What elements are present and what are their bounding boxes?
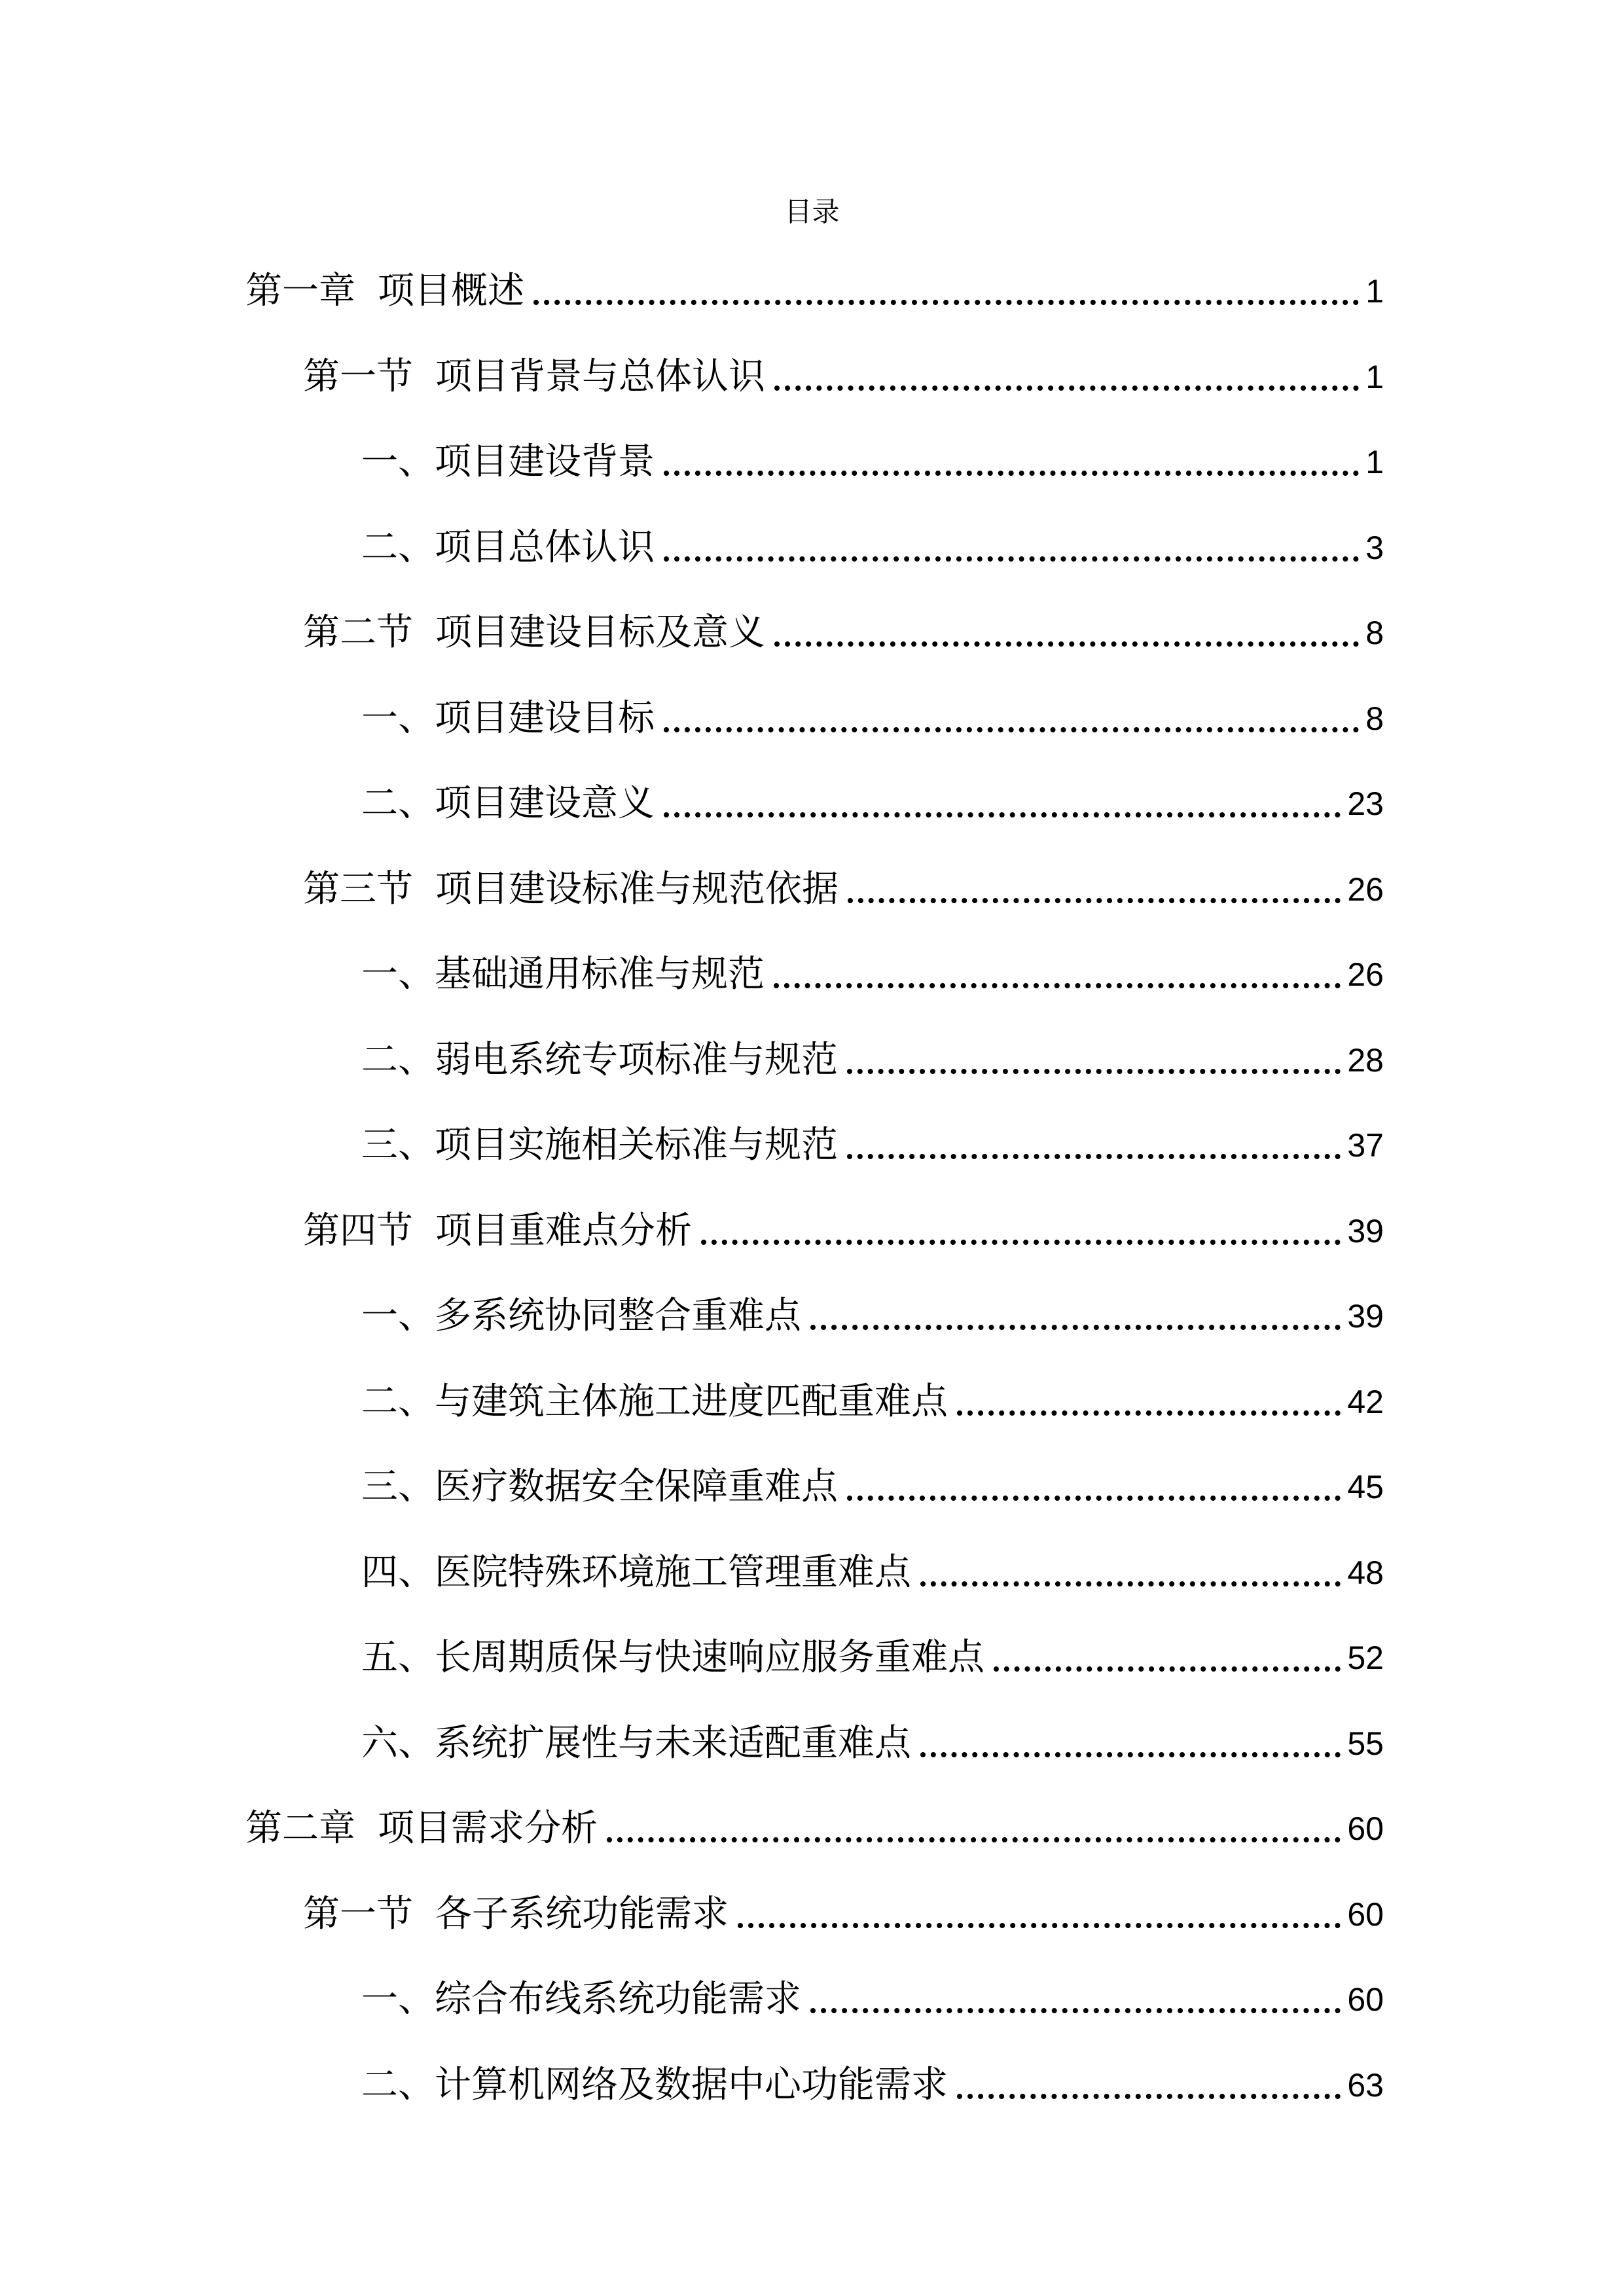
toc-entry-label: 一、 [361,953,435,996]
toc-entry[interactable] [361,768,1384,827]
toc-entry-text: 项目建设意义 [435,782,655,825]
toc-dot-leader [664,556,1359,562]
toc-entry-label: 一、 [361,696,435,740]
toc-page-number: 8 [1365,700,1384,737]
toc-entry[interactable] [245,1793,1384,1852]
toc-dot-leader [847,1154,1341,1159]
toc-entry-label: 三、 [361,1465,435,1508]
toc-page-number: 63 [1347,2066,1384,2104]
toc-dot-leader [664,812,1341,817]
toc-entry-text: 项目建设标准与规范依据 [435,867,839,910]
toc-entry-label: 五、 [361,1636,435,1679]
toc-entry[interactable] [303,341,1384,400]
toc-entry-label: 第二章 [245,1807,355,1850]
toc-dot-leader [957,2094,1341,2099]
toc-entry-title [361,1122,838,1168]
toc-entry-title [361,1550,911,1596]
toc-dot-leader [664,471,1359,476]
toc-page-number: 8 [1365,615,1384,651]
toc-entry-label: 二、 [361,526,435,569]
toc-entry[interactable] [303,1878,1384,1937]
toc-entry-title [361,696,655,742]
toc-entry-label: 第一节 [303,355,413,398]
toc-dot-leader [738,1923,1341,1928]
toc-entry-title [245,268,524,314]
toc-page-number: 28 [1347,1041,1384,1079]
toc-entry-title [303,1892,729,1937]
toc-entry[interactable] [303,1195,1384,1254]
toc-entry[interactable] [361,939,1384,997]
toc-entry-text: 多系统协同整合重难点 [435,1295,801,1337]
toc-dot-leader [810,2008,1341,2013]
toc-entry[interactable] [245,255,1384,314]
toc-page-number: 55 [1347,1725,1384,1762]
toc-entry-text: 与建筑主体施工进度匹配重难点 [435,1380,948,1423]
toc-entry-label: 第四节 [303,1209,413,1252]
toc-entry-title [361,1293,801,1339]
toc-page-number: 37 [1347,1127,1384,1164]
toc-entry-title [303,610,765,656]
toc-entry-text: 项目建设背景 [435,440,655,483]
toc-entry-text: 系统扩展性与未来适配重难点 [435,1721,911,1765]
toc-entry-title [361,1464,838,1510]
toc-entry-title [361,525,655,571]
toc-page-number: 39 [1347,1212,1384,1249]
toc-entry-text: 项目需求分析 [378,1807,598,1850]
toc-entry-label: 一、 [361,440,435,483]
toc-entry-label: 第二节 [303,611,413,654]
toc-entry-label: 一、 [361,1978,435,2020]
toc-dot-leader [847,1069,1341,1074]
toc-page-number: 26 [1347,870,1384,908]
toc-entry-text: 各子系统功能需求 [435,1892,729,1935]
toc-entry-label: 二、 [361,1038,435,1081]
toc-page-number: 42 [1347,1383,1384,1420]
toc-entry-text: 项目概述 [378,270,524,312]
toc-entry-text: 项目建设目标 [435,696,655,740]
toc-entry-text: 项目建设目标及意义 [435,611,765,654]
toc-entry-label: 六、 [361,1721,435,1765]
toc-entry[interactable] [361,512,1384,571]
toc-dot-leader [810,1325,1341,1330]
toc-entry[interactable] [361,1280,1384,1339]
toc-entry-text: 医院特殊环境施工管理重难点 [435,1551,911,1594]
toc-dot-leader [664,727,1359,732]
toc-entry-text: 项目背景与总体认识 [435,355,765,398]
toc-entry[interactable] [361,1964,1384,2022]
toc-entry[interactable] [361,1024,1384,1083]
toc-page-number: 23 [1347,785,1384,822]
toc-page-number: 60 [1347,1895,1384,1933]
toc-entry-title [361,952,765,997]
toc-entry[interactable] [361,1537,1384,1596]
toc-dot-leader [920,1752,1341,1757]
toc-entry[interactable] [361,1366,1384,1425]
toc-entry-text: 项目重难点分析 [435,1209,692,1252]
toc-dot-leader [701,1240,1341,1245]
toc-page-number: 60 [1347,1981,1384,2018]
toc-entry[interactable] [303,853,1384,912]
toc-page-number: 45 [1347,1469,1384,1505]
toc-dot-leader [774,983,1341,988]
toc-dot-leader [607,1837,1341,1842]
toc-entry-label: 第一节 [303,1892,413,1935]
toc-entry-title [361,1721,911,1767]
toc-dot-leader [774,386,1359,391]
toc-entry-title [361,2062,948,2108]
toc-entry-text: 计算机网络及数据中心功能需求 [435,2063,948,2106]
toc-entry[interactable] [361,2049,1384,2108]
toc-entry-label: 二、 [361,1380,435,1423]
toc-page-number: 52 [1347,1640,1384,1676]
toc-page-number: 1 [1365,273,1384,310]
toc-entry-text: 长周期质保与快速响应服务重难点 [435,1636,984,1679]
toc-entry-title [361,781,655,827]
toc-entry-title [245,1806,598,1852]
toc-entry[interactable] [361,683,1384,742]
toc-entry-label: 第三节 [303,867,413,910]
toc-dot-leader [533,300,1359,305]
toc-entry-text: 综合布线系统功能需求 [435,1978,801,2020]
toc-dot-leader [847,1496,1341,1501]
toc-entry[interactable] [361,1708,1384,1767]
toc-entry-title [361,1977,801,2022]
toc-entry-title [303,1208,692,1254]
toc-entry-text: 项目实施相关标准与规范 [435,1124,838,1166]
toc-entry-text: 基础通用标准与规范 [435,953,765,996]
toc-page-number: 60 [1347,1810,1384,1847]
toc-entry-text: 医疗数据安全保障重难点 [435,1465,838,1508]
toc-dot-leader [848,898,1341,903]
toc-entry-label: 二、 [361,782,435,825]
toc-page-number: 39 [1347,1298,1384,1335]
toc-dot-leader [957,1410,1341,1416]
toc-entry-title [361,439,655,485]
toc-dot-leader [920,1581,1341,1587]
toc-page-number: 1 [1365,358,1384,395]
toc-page-number: 1 [1365,444,1384,480]
toc-entry-text: 弱电系统专项标准与规范 [435,1038,838,1081]
toc-entry[interactable] [361,1109,1384,1168]
toc-entry-title [303,867,839,912]
toc-entry[interactable] [361,1622,1384,1681]
toc-entry[interactable] [303,597,1384,656]
toc-entry[interactable] [361,426,1384,485]
toc-entry[interactable] [361,1451,1384,1510]
toc-dot-leader [994,1666,1341,1672]
toc-entry-label: 第一章 [245,270,355,312]
toc-entry-label: 一、 [361,1295,435,1337]
toc-entry-label: 四、 [361,1551,435,1594]
toc-entry-title [361,1635,984,1681]
toc-page-number: 48 [1347,1554,1384,1591]
toc-entry-title [361,1037,838,1083]
toc-entry-text: 项目总体认识 [435,526,655,569]
toc-entry-label: 二、 [361,2063,435,2106]
toc-entry-title [303,354,765,400]
toc-page-number: 26 [1347,956,1384,993]
toc-dot-leader [774,641,1359,647]
toc-heading: 目录 [784,196,840,228]
toc-page-number: 3 [1365,529,1384,566]
toc-entry-title [361,1379,948,1425]
toc-entry-label: 三、 [361,1124,435,1166]
